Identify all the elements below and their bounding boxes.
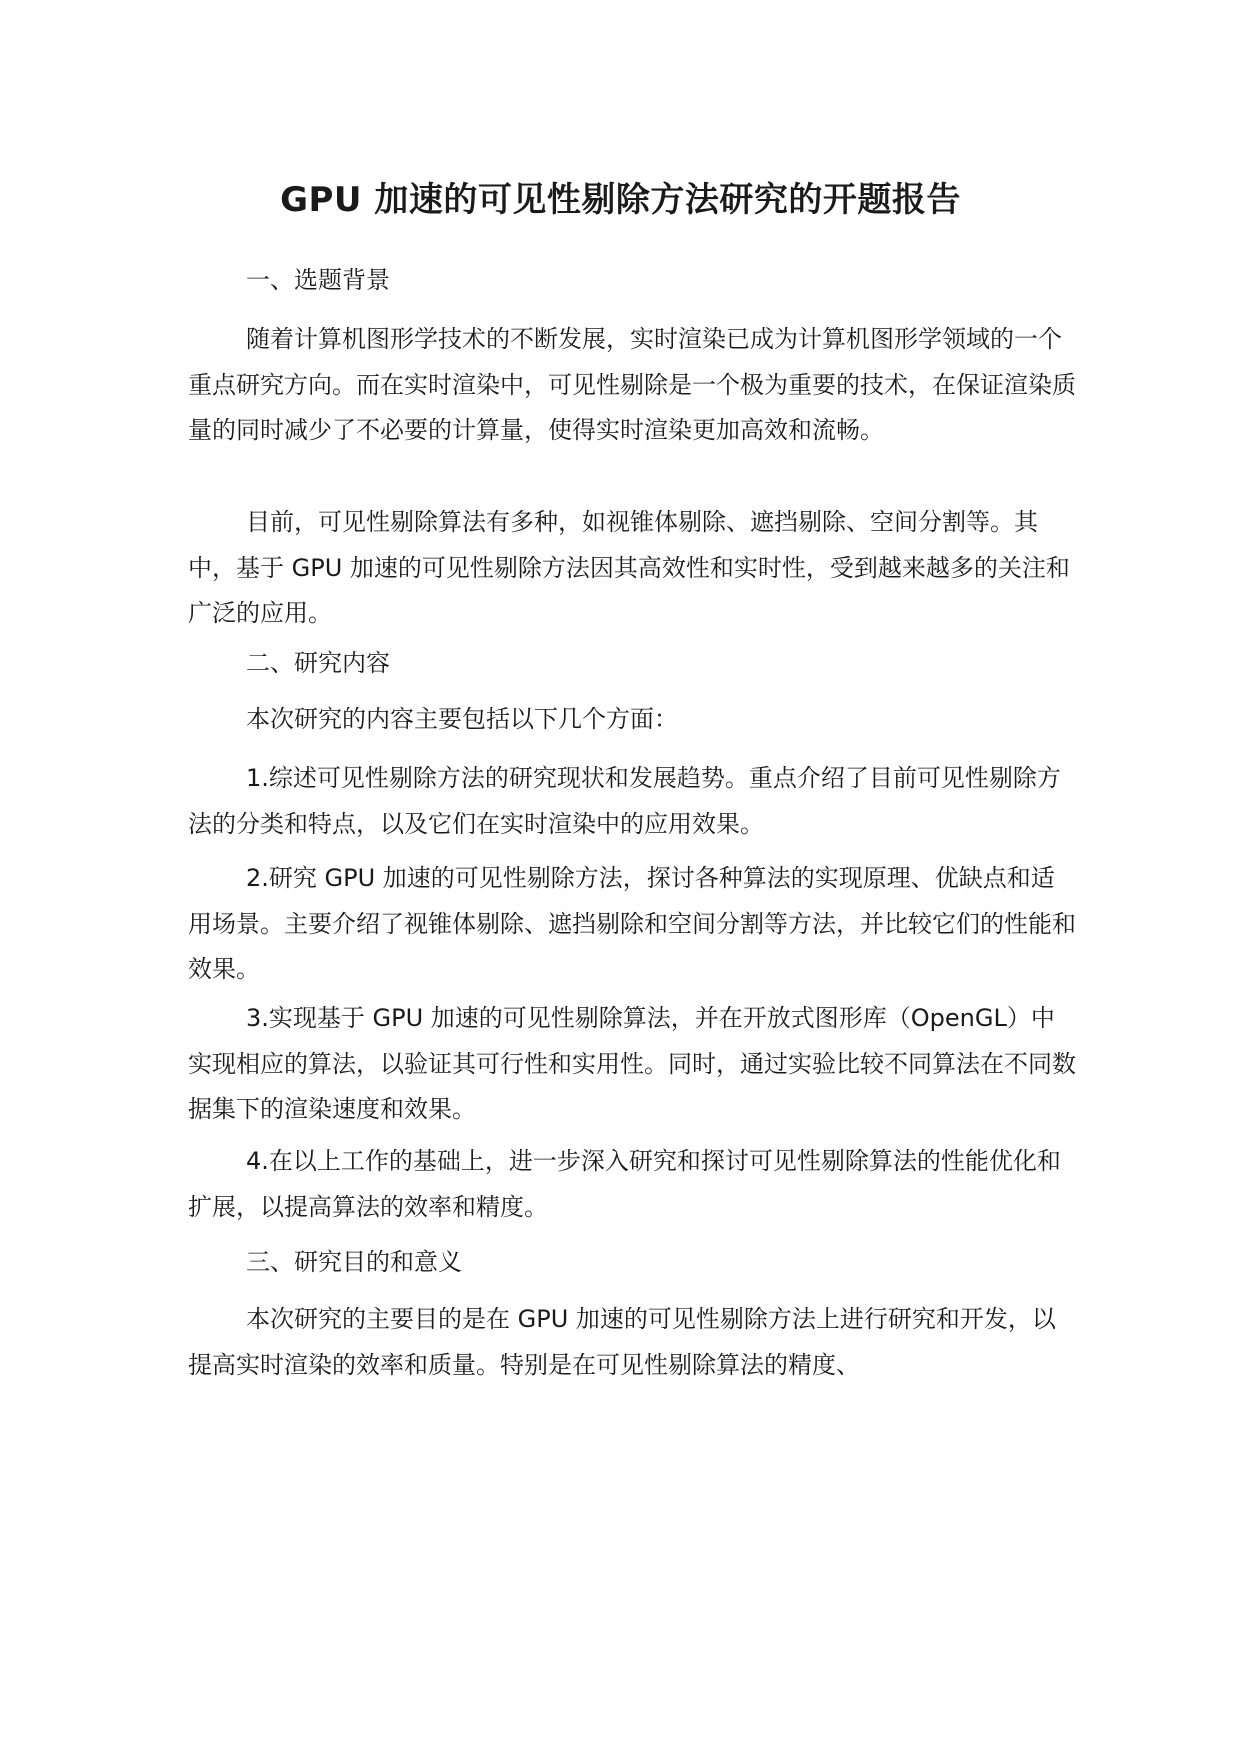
document-title: GPU 加速的可见性剔除方法研究的开题报告 (280, 180, 961, 220)
section-heading-background: 一、选题背景 (246, 266, 390, 294)
paragraph-background-2: 目前，可见性剔除算法有多种，如视锥体剔除、遮挡剔除、空间分割等。其中，基于 GPU 加速的可见性剔除方法因其高效性和实时性，受到越来越多的关注和广泛的应用。 (188, 508, 1070, 627)
paragraph-content-intro: 本次研究的内容主要包括以下几个方面： (246, 705, 678, 733)
paragraph-background-1: 随着计算机图形学技术的不断发展，实时渲染已成为计算机图形学领域的一个重点研究方向。而在实时渲染中，可见性剔除是一个极为重要的技术，在保证渲染质量的同时减少了不必要的计算量，使得实时渲染更加高效和流畅。 (188, 325, 1076, 444)
paragraph-purpose-1: 本次研究的主要目的是在 GPU 加速的可见性剔除方法上进行研究和开发，以提高实时渲染的效率和质量。特别是在可见性剔除算法的精度、 (188, 1305, 1056, 1379)
paragraph-content-item-1: 1.综述可见性剔除方法的研究现状和发展趋势。重点介绍了目前可见性剔除方法的分类和特点，以及它们在实时渲染中的应用效果。 (188, 764, 1061, 838)
section-heading-purpose: 三、研究目的和意义 (246, 1248, 462, 1276)
section-heading-content: 二、研究内容 (246, 649, 390, 677)
paragraph-content-item-4: 4.在以上工作的基础上，进一步深入研究和探讨可见性剔除算法的性能优化和扩展，以提高算法的效率和精度。 (188, 1147, 1061, 1221)
paragraph-content-item-3: 3.实现基于 GPU 加速的可见性剔除算法，并在开放式图形库（OpenGL）中实现相应的算法，以验证其可行性和实用性。同时，通过实验比较不同算法在不同数据集下的渲染速度和效果。 (188, 1004, 1076, 1123)
paragraph-content-item-2: 2.研究 GPU 加速的可见性剔除方法，探讨各种算法的实现原理、优缺点和适用场景。主要介绍了视锥体剔除、遮挡剔除和空间分割等方法，并比较它们的性能和效果。 (188, 864, 1076, 983)
